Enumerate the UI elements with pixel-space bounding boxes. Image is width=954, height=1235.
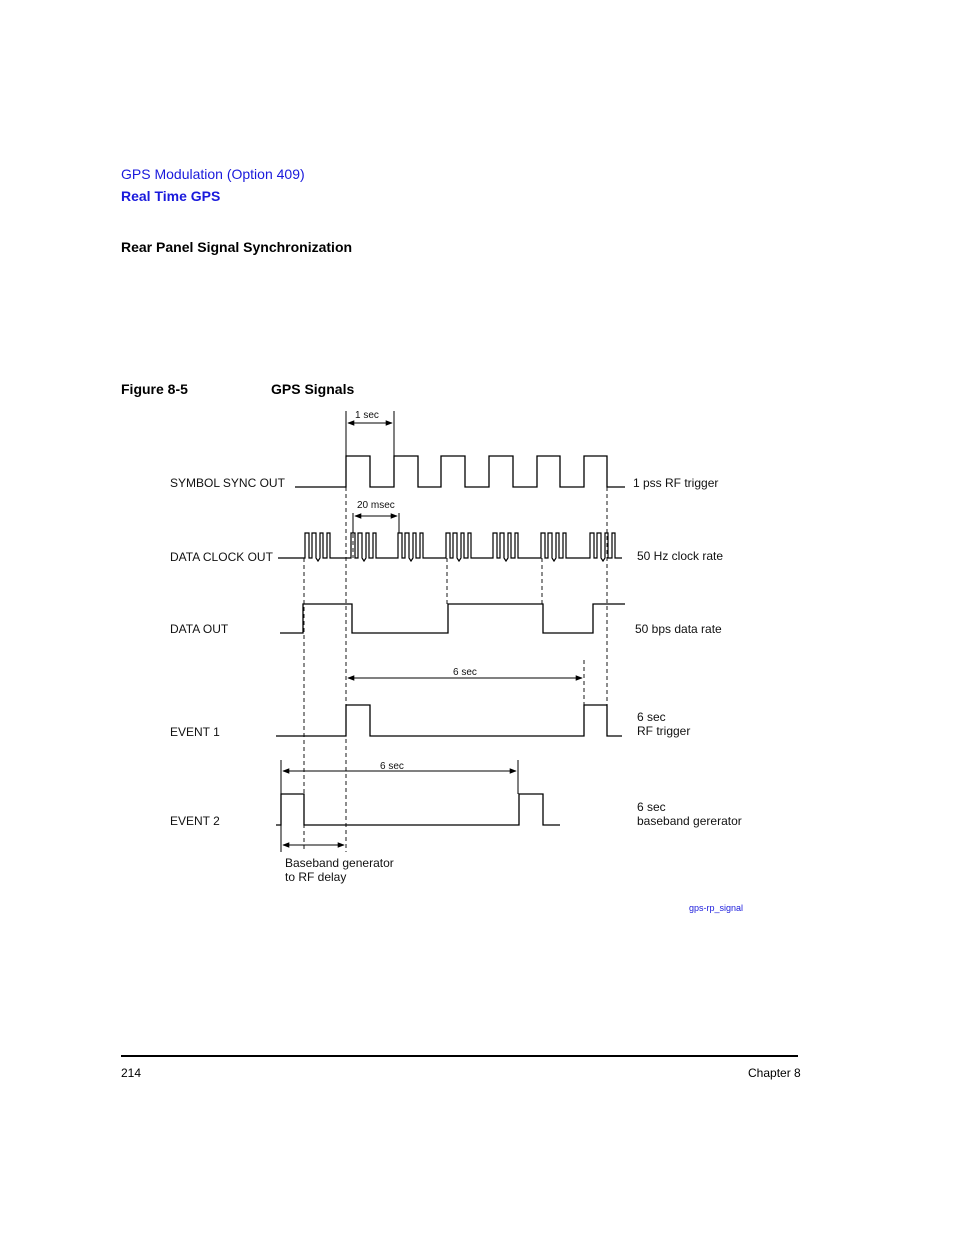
event2-waveform <box>276 794 560 825</box>
data-out-label: DATA OUT <box>170 622 229 636</box>
dimension-6-sec-event2 <box>281 760 518 794</box>
figure-file-tag: gps-rp_signal <box>689 903 744 913</box>
section-header-link[interactable]: Real Time GPS <box>121 188 221 204</box>
figure-number: Figure 8-5 <box>121 381 188 397</box>
page-number: 214 <box>121 1066 142 1080</box>
six-sec-event1-label: 6 sec <box>453 667 477 678</box>
footer-rule <box>121 1055 798 1057</box>
dimension-baseband-delay <box>281 825 394 884</box>
symbol-sync-waveform <box>295 456 625 487</box>
delay-note-line1: Baseband generator <box>285 856 394 870</box>
six-sec-event2-label: 6 sec <box>380 761 404 772</box>
section-title: Rear Panel Signal Synchronization <box>121 239 353 255</box>
symbol-sync-out-label: SYMBOL SYNC OUT <box>170 476 285 490</box>
chapter-header-link[interactable]: GPS Modulation (Option 409) <box>121 166 305 182</box>
one-sec-label: 1 sec <box>355 410 379 421</box>
delay-note-line2: to RF delay <box>285 870 347 884</box>
footer-chapter: Chapter 8 <box>748 1066 801 1080</box>
event1-waveform <box>276 705 622 736</box>
data-clock-waveform <box>278 533 622 561</box>
event2-note-line1: 6 sec <box>637 800 666 814</box>
event1-note-line2: RF trigger <box>637 724 691 738</box>
data-clock-out-label: DATA CLOCK OUT <box>170 550 273 564</box>
event2-note-line2: baseband gererator <box>637 814 742 828</box>
dimension-1-sec <box>346 410 394 456</box>
dimension-6-sec-event1 <box>348 667 582 678</box>
event2-label: EVENT 2 <box>170 814 220 828</box>
event1-note-line1: 6 sec <box>637 710 666 724</box>
data-out-waveform <box>280 604 625 633</box>
dimension-20-msec <box>353 500 399 533</box>
symbol-sync-note: 1 pss RF trigger <box>633 476 719 490</box>
figure-title: GPS Signals <box>271 381 355 397</box>
data-out-note: 50 bps data rate <box>635 622 722 636</box>
data-clock-note: 50 Hz clock rate <box>637 549 724 563</box>
twenty-msec-label: 20 msec <box>357 500 395 511</box>
event1-label: EVENT 1 <box>170 725 220 739</box>
